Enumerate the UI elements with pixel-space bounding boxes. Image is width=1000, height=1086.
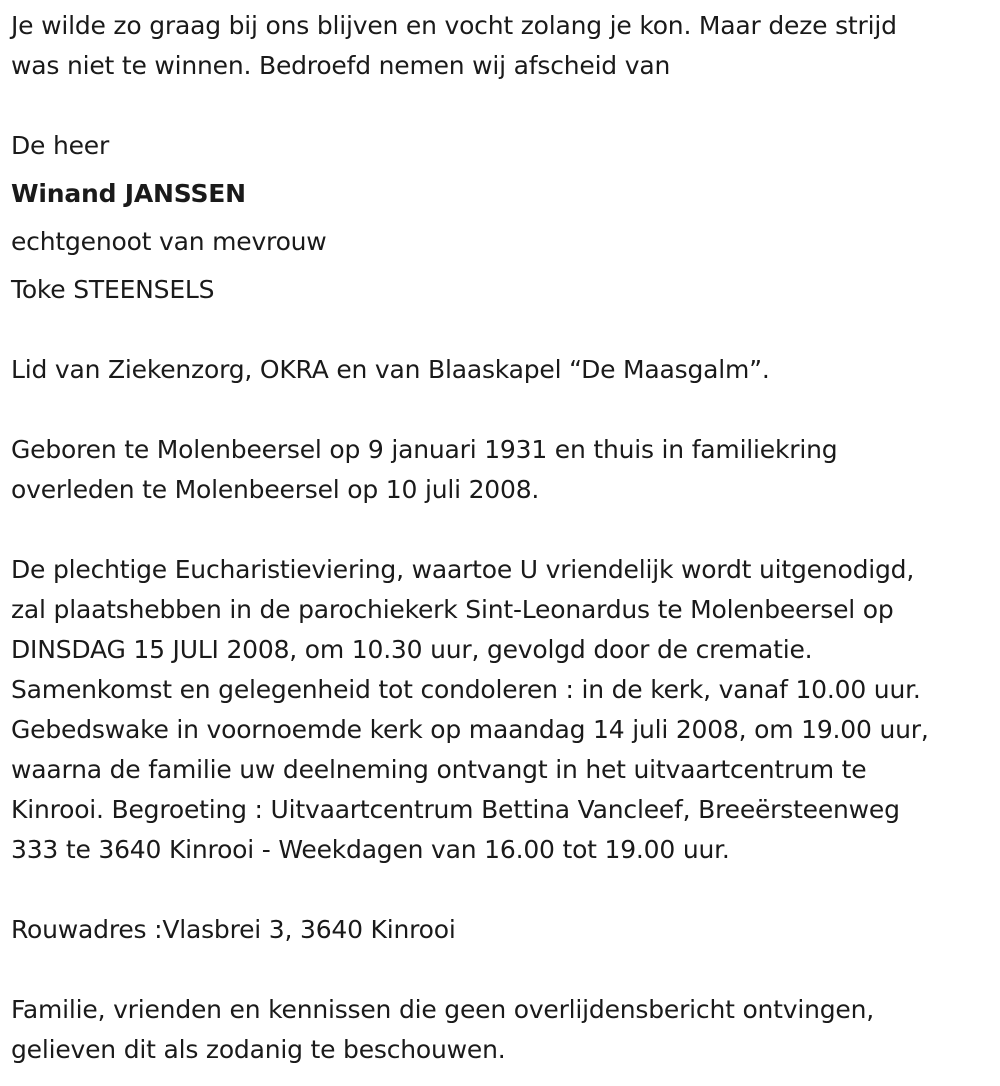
address-paragraph — [11, 910, 993, 950]
birth-line: Geboren te Molenbeersel op 9 januari 1931 en thuis in familiekring — [11, 435, 838, 464]
closing-paragraph — [11, 990, 993, 1070]
ceremony-line-1: De plechtige Eucharistieviering, waartoe U vriendelijk wordt uitgenodigd, — [11, 555, 915, 584]
closing-line-1: Familie, vrienden en kennissen die geen overlijdensbericht ontvingen, — [11, 995, 875, 1024]
ceremony-line-2: zal plaatshebben in de parochiekerk Sint-Leonardus te Molenbeersel op — [11, 595, 894, 624]
spouse-name: Toke STEENSELS — [11, 275, 215, 304]
spouse-relation: echtgenoot van mevrouw — [11, 227, 327, 256]
intro-line-1: Je wilde zo graag bij ons blijven en vocht zolang je kon. Maar deze strijd — [11, 11, 897, 40]
ceremony-line-3: DINSDAG 15 JULI 2008, om 10.30 uur, gevolgd door de crematie. — [11, 635, 813, 664]
intro-paragraph — [11, 6, 993, 86]
death-line: overleden te Molenbeersel op 10 juli 2008. — [11, 475, 540, 504]
deceased-name: Winand JANSSEN — [11, 179, 246, 208]
intro-line-2: was niet te winnen. Bedroefd nemen wij afscheid van — [11, 51, 671, 80]
salutation: De heer — [11, 131, 110, 160]
ceremony-line-8: 333 te 3640 Kinrooi - Weekdagen van 16.00 tot 19.00 uur. — [11, 835, 730, 864]
membership-line: Lid van Ziekenzorg, OKRA en van Blaaskapel “De Maasgalm”. — [11, 355, 770, 384]
ceremony-line-7: Kinrooi. Begroeting : Uitvaartcentrum Bettina Vancleef, Breeërsteenweg — [11, 795, 900, 824]
birth-death-paragraph — [11, 430, 993, 510]
closing-line-2: gelieven dit als zodanig te beschouwen. — [11, 1035, 506, 1064]
ceremony-line-4: Samenkomst en gelegenheid tot condoleren : in de kerk, vanaf 10.00 uur. — [11, 675, 921, 704]
ceremony-line-6: waarna de familie uw deelneming ontvangt in het uitvaartcentrum te — [11, 755, 867, 784]
address-line: Rouwadres :Vlasbrei 3, 3640 Kinrooi — [11, 915, 456, 944]
ceremony-paragraph — [11, 550, 993, 870]
membership-paragraph — [11, 350, 993, 390]
ceremony-line-5: Gebedswake in voornoemde kerk op maandag 14 juli 2008, om 19.00 uur, — [11, 715, 929, 744]
deceased-block — [11, 122, 993, 314]
